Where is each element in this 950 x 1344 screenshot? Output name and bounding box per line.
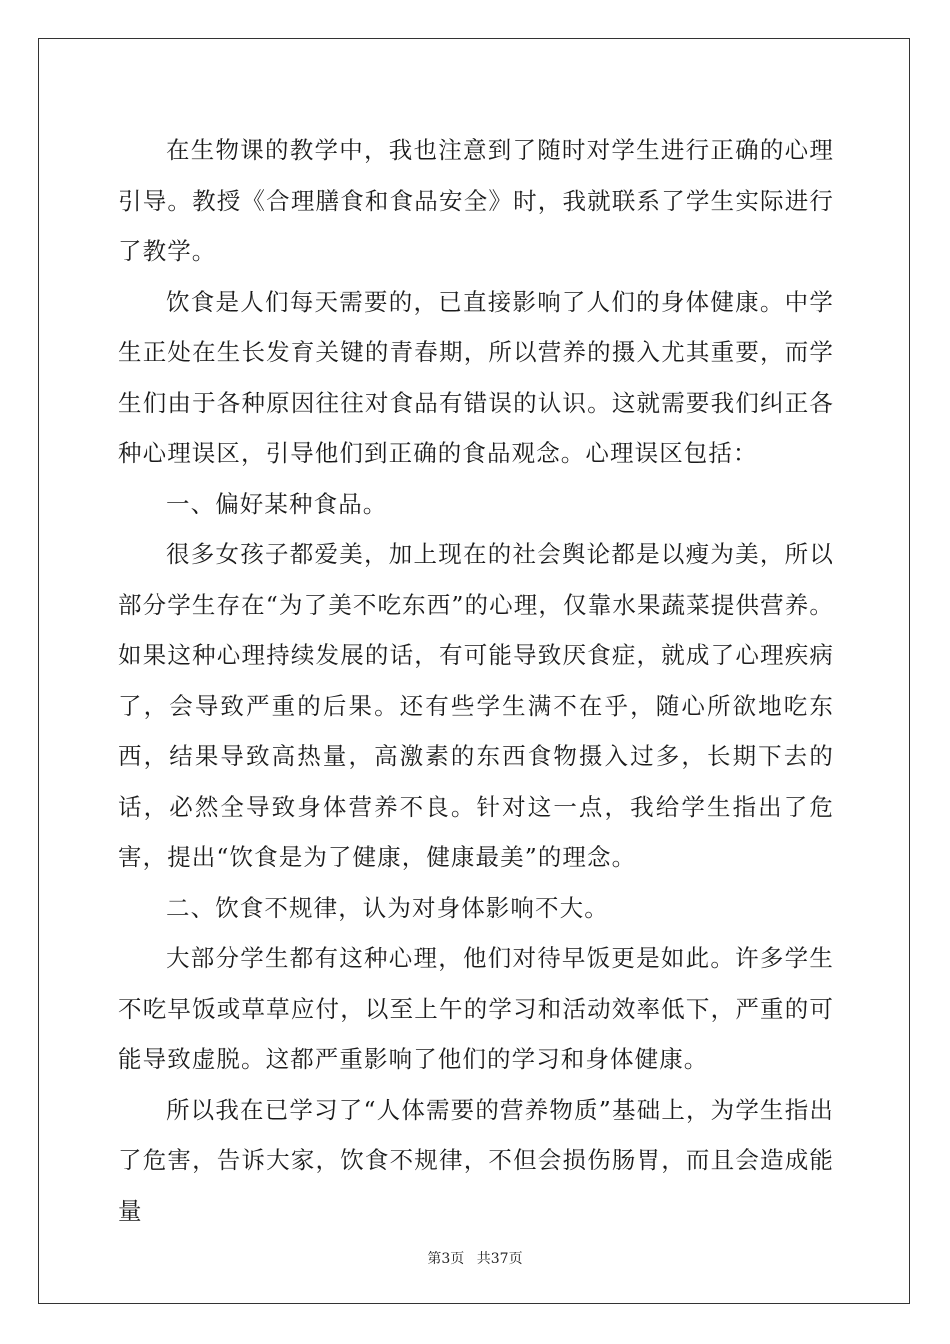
- paragraph: 大部分学生都有这种心理，他们对待早饭更是如此。许多学生不吃早饭或草草应付，以至上午的学习和活动效率低下，严重的可能导致虚脱。这都严重影响了他们的学习和身体健康。: [118, 944, 834, 1073]
- section-heading: 一、偏好某种食品。: [166, 489, 388, 518]
- document-body: [118, 125, 834, 1236]
- page-footer: [0, 1248, 950, 1268]
- paragraph: 所以我在已学习了“人体需要的营养物质”基础上，为学生指出了危害，告诉大家，饮食不规律，不但会损伤肠胃，而且会造成能量: [118, 1095, 834, 1225]
- paragraph: 很多女孩子都爱美，加上现在的社会舆论都是以瘦为美，所以部分学生存在“为了美不吃东西”的心理，仅靠水果蔬菜提供营养。如果这种心理持续发展的话，有可能导致厌食症，就成了心理疾病了，会导致严重的后果。还有些学生满不在乎，随心所欲地吃东西，结果导致高热量，高激素的东西食物摄入过多，长期下去的话，必然全导致身体营养不良。针对这一点，我给学生指出了危害，提出“饮食是为了健康，健康最美”的理念。: [118, 540, 834, 871]
- page-number: 第3页: [427, 1251, 465, 1267]
- paragraph: 饮食是人们每天需要的，已直接影响了人们的身体健康。中学生正处在生长发育关键的青春期，所以营养的摄入尤其重要，而学生们由于各种原因往往对食品有错误的认识。这就需要我们纠正各种心理误区，引导他们到正确的食品观念。心理误区包括：: [118, 287, 834, 467]
- total-pages: 共37页: [476, 1251, 523, 1267]
- section-heading: 二、饮食不规律，认为对身体影响不大。: [166, 893, 609, 922]
- paragraph: 在生物课的教学中，我也注意到了随时对学生进行正确的心理引导。教授《合理膳食和食品安全》时，我就联系了学生实际进行了教学。: [118, 136, 834, 265]
